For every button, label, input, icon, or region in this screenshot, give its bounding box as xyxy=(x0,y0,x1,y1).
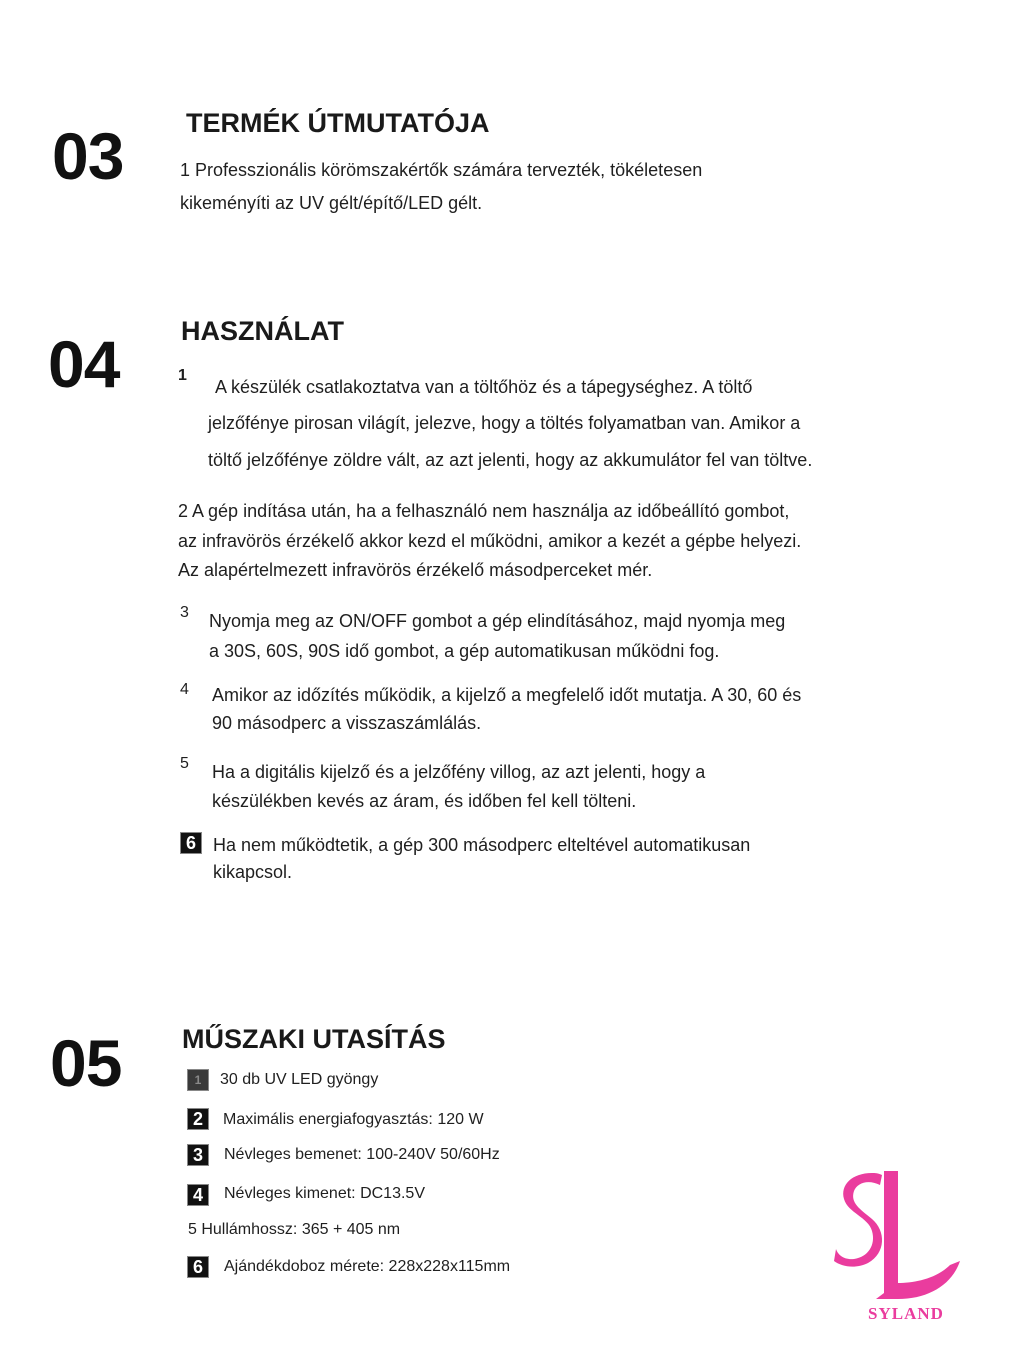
item-number: 4 xyxy=(180,681,189,698)
text-line: Ha a digitális kijelző és a jelzőfény villog, az azt jelenti, hogy a xyxy=(212,762,706,782)
text-line: Az alapértelmezett infravörös érzékelő másodperceket mér. xyxy=(178,560,653,580)
section-title: MŰSZAKI UTASÍTÁS xyxy=(182,1024,446,1054)
logo-mark xyxy=(832,1165,968,1325)
spec-number-box: 1 xyxy=(187,1069,209,1091)
text-line: jelzőfénye pirosan világít, jelezve, hogy a töltés folyamatban van. Amikor a xyxy=(208,413,801,433)
text-line: készülékben kevés az áram, és időben fel kell tölteni. xyxy=(212,791,637,811)
spec-text: Névleges bemenet: 100-240V 50/60Hz xyxy=(224,1146,500,1163)
text-line: Nyomja meg az ON/OFF gombot a gép elindításához, majd nyomja meg xyxy=(209,611,786,631)
section-title: TERMÉK ÚTMUTATÓJA xyxy=(186,108,490,138)
spec-number-box: 6 xyxy=(187,1256,209,1278)
item-number: 1 xyxy=(178,367,187,384)
section-number: 04 xyxy=(48,327,120,401)
text-line: kikapcsol. xyxy=(213,862,293,882)
spec-text: Névleges kimenet: DC13.5V xyxy=(224,1185,425,1202)
logo-tagline: Perfect Beauty xyxy=(898,1185,913,1268)
item-number: 3 xyxy=(180,604,189,621)
spec-text: Maximális energiafogyasztás: 120 W xyxy=(223,1111,484,1128)
text-line: 1 Professzionális körömszakértők számára tervezték, tökéletesen xyxy=(180,160,703,180)
spec-number-box: 4 xyxy=(187,1184,209,1206)
spec-text: Ajándékdoboz mérete: 228x228x115mm xyxy=(224,1258,511,1275)
text-line: Ha nem működtetik, a gép 300 másodperc elteltével automatikusan xyxy=(213,835,751,855)
spec-number-box: 2 xyxy=(187,1108,209,1130)
section-title: HASZNÁLAT xyxy=(181,316,344,346)
item-number-box: 6 xyxy=(180,832,202,854)
logo-l-shape xyxy=(876,1171,960,1299)
section-number: 03 xyxy=(52,119,124,193)
spec-number-box: 3 xyxy=(187,1144,209,1166)
syland-logo xyxy=(832,1165,968,1325)
text-line: a 30S, 60S, 90S idő gombot, a gép automatikusan működni fog. xyxy=(209,641,720,661)
spec-text: 30 db UV LED gyöngy xyxy=(220,1071,379,1088)
section-number: 05 xyxy=(50,1026,122,1100)
text-line: 90 másodperc a visszaszámlálás. xyxy=(212,713,482,733)
text-line: töltő jelzőfénye zöldre vált, az azt jelenti, hogy az akkumulátor fel van töltve. xyxy=(208,450,813,470)
text-line: Amikor az időzítés működik, a kijelző a megfelelő időt mutatja. A 30, 60 és xyxy=(212,685,802,705)
spec-text: 5 Hullámhossz: 365 + 405 nm xyxy=(188,1221,401,1238)
item-number: 5 xyxy=(180,755,189,772)
text-line: 2 A gép indítása után, ha a felhasználó nem használja az időbeállító gombot, xyxy=(178,501,790,521)
text-line: kikeményíti az UV gélt/építő/LED gélt. xyxy=(180,193,483,213)
logo-brand: SYLAND xyxy=(868,1304,944,1323)
logo-s-shape xyxy=(834,1173,882,1267)
text-line: az infravörös érzékelő akkor kezd el működni, amikor a kezét a gépbe helyezi. xyxy=(178,531,802,551)
text-line: A készülék csatlakoztatva van a töltőhöz és a tápegységhez. A töltő xyxy=(215,377,753,397)
